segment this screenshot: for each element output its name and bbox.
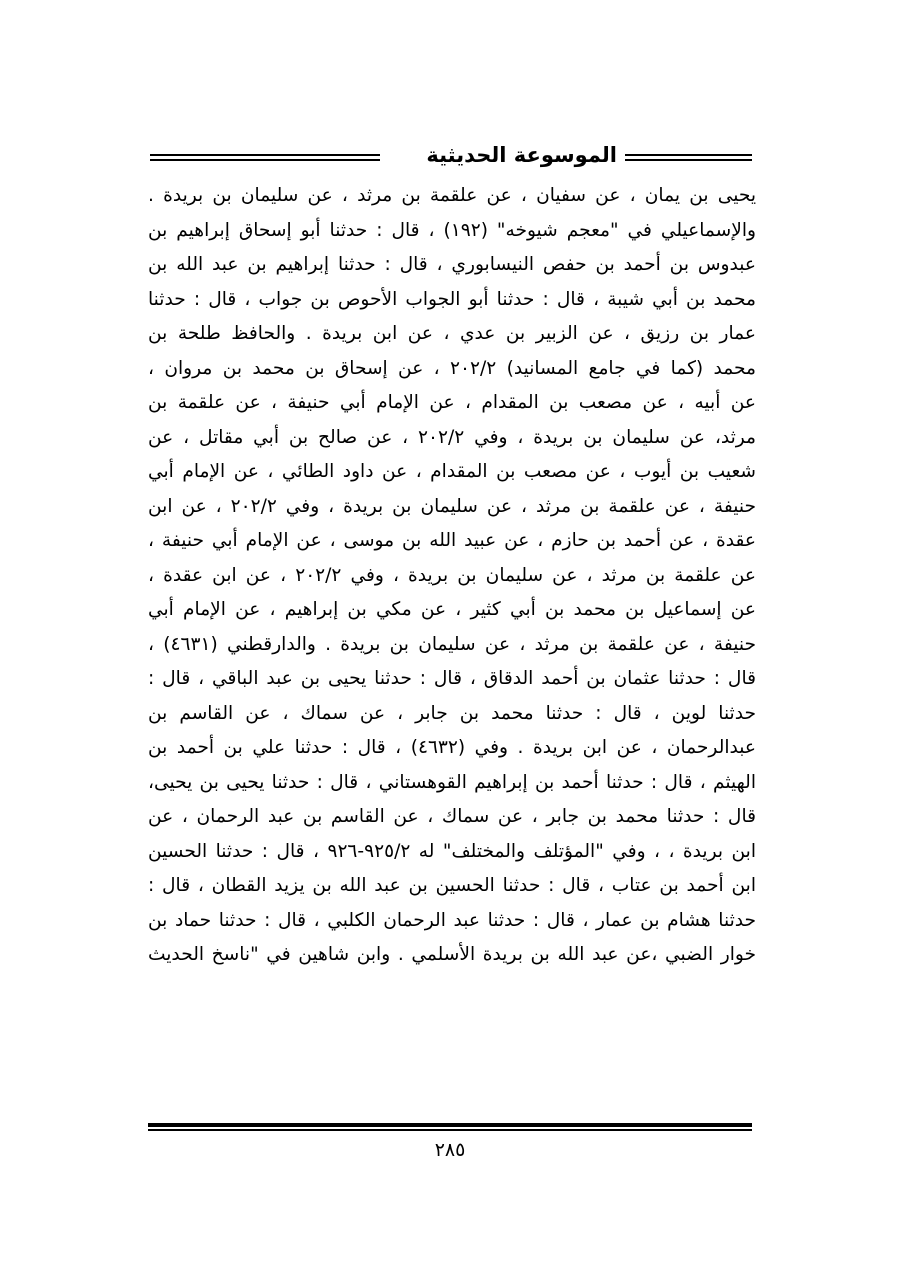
text-line: خوار الضبي ،عن عبد الله بن بريدة الأسلمي . وابن شاهين في "ناسخ الحديث xyxy=(148,944,756,965)
text-line: عبدوس بن أحمد بن حفص النيسابوري ، قال : حدثنا إبراهيم بن عبد الله بن xyxy=(148,254,756,275)
running-header xyxy=(150,140,752,174)
text-line: قال : حدثنا عثمان بن أحمد الدقاق ، قال : حدثنا يحيى بن عبد الباقي ، قال : xyxy=(148,668,756,689)
text-line: محمد (كما في جامع المسانيد) ٢٠٢/٢ ، عن إسحاق بن محمد بن مروان ، xyxy=(148,357,756,379)
body-text xyxy=(148,179,756,973)
text-line: عمار بن رزيق ، عن الزبير بن عدي ، عن ابن بريدة . والحافظ طلحة بن xyxy=(148,323,756,344)
text-line: شعيب بن أيوب ، عن مصعب بن المقدام ، عن داود الطائي ، عن الإمام أبي xyxy=(148,461,756,482)
text-line: عن إسماعيل بن محمد بن أبي كثير ، عن مكي بن إبراهيم ، عن الإمام أبي xyxy=(148,599,756,620)
page-number: ٢٨٥ xyxy=(434,1139,466,1161)
text-line: حدثنا لوين ، قال : حدثنا محمد بن جابر ، عن سماك ، عن القاسم بن xyxy=(148,702,756,724)
text-line: ابن أحمد بن عتاب ، قال : حدثنا الحسين بن عبد الله بن يزيد القطان ، قال : xyxy=(148,875,756,896)
text-line: عقدة ، عن أحمد بن حازم ، عن عبيد الله بن موسى ، عن الإمام أبي حنيفة ، xyxy=(148,530,756,551)
text-line: الهيثم ، قال : حدثنا أحمد بن إبراهيم القوهستاني ، قال : حدثنا يحيى بن يحيى، xyxy=(148,771,756,793)
text-line: عبدالرحمان ، عن ابن بريدة . وفي (٤٦٣٢) ، قال : حدثنا علي بن أحمد بن xyxy=(148,737,756,758)
header-rule-left xyxy=(150,154,380,161)
header-title: الموسوعة الحديثية xyxy=(426,143,617,167)
text-line: مرثد، عن سليمان بن بريدة ، وفي ٢٠٢/٢ ، عن صالح بن أبي مقاتل ، عن xyxy=(148,426,756,448)
text-line: عن أبيه ، عن مصعب بن المقدام ، عن الإمام أبي حنيفة ، عن علقمة بن xyxy=(148,392,756,413)
header-rule-right xyxy=(625,154,752,161)
text-line: محمد بن أبي شيبة ، قال : حدثنا أبو الجواب الأحوص بن جواب ، قال : حدثنا xyxy=(148,288,756,310)
text-line: يحيى بن يمان ، عن سفيان ، عن علقمة بن مرثد ، عن سليمان بن بريدة . xyxy=(148,185,756,206)
footer-rule xyxy=(148,1123,752,1131)
text-line: حدثنا هشام بن عمار ، قال : حدثنا عبد الرحمان الكلبي ، قال : حدثنا حماد بن xyxy=(148,909,756,931)
text-line: حنيفة ، عن علقمة بن مرثد ، عن سليمان بن بريدة ، وفي ٢٠٢/٢ ، عن ابن xyxy=(148,495,756,517)
text-line: حنيفة ، عن علقمة بن مرثد ، عن سليمان بن بريدة . والدارقطني (٤٦٣١) ، xyxy=(148,633,756,655)
text-line: عن علقمة بن مرثد ، عن سليمان بن بريدة ، وفي ٢٠٢/٢ ، عن ابن عقدة ، xyxy=(148,564,756,586)
text-line: والإسماعيلي في "معجم شيوخه" (١٩٢) ، قال : حدثنا أبو إسحاق إبراهيم بن xyxy=(148,219,756,241)
text-line: قال : حدثنا محمد بن جابر ، عن سماك ، عن القاسم بن عبد الرحمان ، عن xyxy=(148,806,756,827)
text-line: ابن بريدة ، ، وفي "المؤتلف والمختلف" له ٩٢٥/٢-٩٢٦ ، قال : حدثنا الحسين xyxy=(148,840,756,862)
